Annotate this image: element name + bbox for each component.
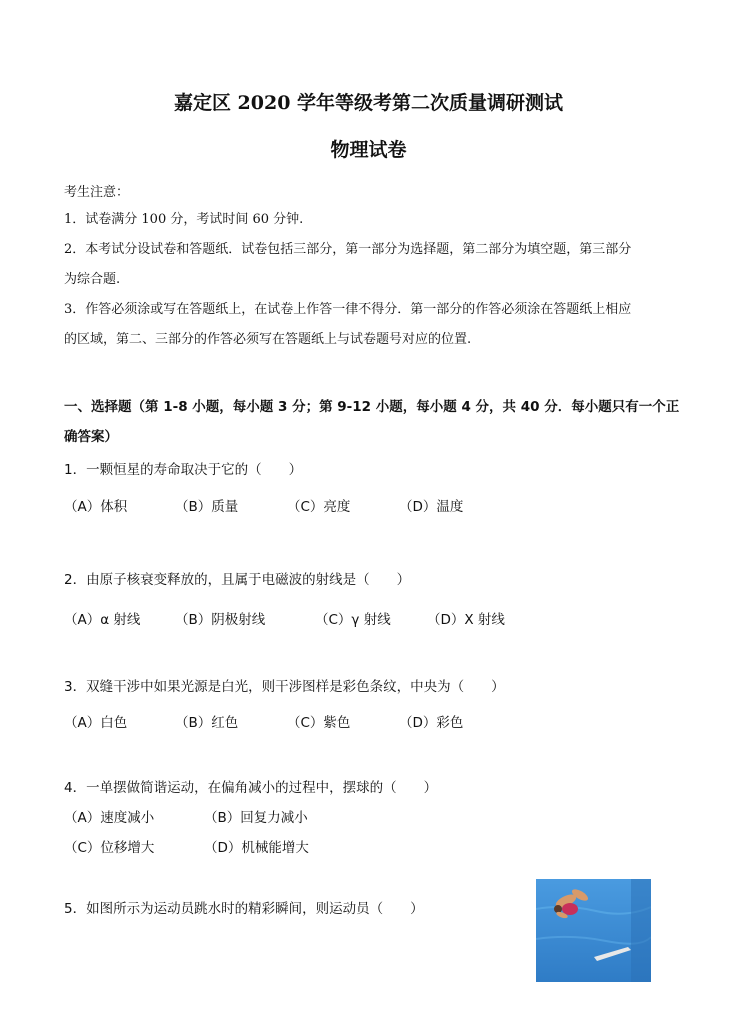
q3-option-d: （D）彩色 <box>399 715 464 731</box>
notes-heading: 考生注意： <box>64 185 130 200</box>
q4-option-a: （A）速度减小 <box>64 810 155 826</box>
note-3-line-2: 的区域，第二、三部分的作答必须写在答题纸上与试卷题号对应的位置. <box>64 332 472 347</box>
q3-option-c: （C）紫色 <box>287 715 351 731</box>
q3-option-a: （A）白色 <box>64 715 128 731</box>
note-3-line-1: 3．作答必须涂或写在答题纸上，在试卷上作答一律不得分．第一部分的作答必须涂在答题纸上相应 <box>64 302 632 317</box>
question-3-stem: 3．双缝干涉中如果光源是白光，则干涉图样是彩色条纹，中央为（ ） <box>64 679 505 695</box>
q4-option-c: （C）位移增大 <box>64 840 155 856</box>
q4-option-b: （B）回复力减小 <box>204 810 308 826</box>
exam-title: 嘉定区 2020 学年等级考第二次质量调研测试 <box>173 92 564 114</box>
q1-option-a: （A）体积 <box>64 499 128 515</box>
question-5-stem: 5．如图所示为运动员跳水时的精彩瞬间，则运动员（ ） <box>64 901 424 917</box>
q2-option-b: （B）阴极射线 <box>175 612 266 628</box>
question-4-stem: 4．一单摆做简谐运动，在偏角减小的过程中，摆球的（ ） <box>64 780 438 796</box>
q4-option-d: （D）机械能增大 <box>204 840 309 856</box>
q1-option-d: （D）温度 <box>399 499 464 515</box>
diver-photo <box>536 879 651 982</box>
exam-subtitle: 物理试卷 <box>330 139 407 161</box>
section-1-heading-line-2: 确答案） <box>64 429 118 445</box>
question-1-stem: 1．一颗恒星的寿命取决于它的（ ） <box>64 462 303 478</box>
q1-option-c: （C）亮度 <box>287 499 351 515</box>
q2-option-d: （D）X 射线 <box>427 612 505 628</box>
note-2-line-1: 2．本考试分设试卷和答题纸．试卷包括三部分，第一部分为选择题，第二部分为填空题，第三部分 <box>64 242 632 257</box>
note-1: 1．试卷满分 100 分，考试时间 60 分钟. <box>64 212 304 227</box>
q2-option-a: （A）α 射线 <box>64 612 141 628</box>
section-1-heading-line-1: 一、选择题（第 1-8 小题，每小题 3 分；第 9-12 小题，每小题 4 分，共 40 分．每小题只有一个正 <box>64 399 680 415</box>
note-2-line-2: 为综合题. <box>64 272 121 287</box>
question-2-stem: 2．由原子核衰变释放的，且属于电磁波的射线是（ ） <box>64 572 411 588</box>
q2-option-c: （C）γ 射线 <box>315 612 391 628</box>
q3-option-b: （B）红色 <box>175 715 239 731</box>
diver-illustration <box>536 879 651 982</box>
q1-option-b: （B）质量 <box>175 499 239 515</box>
